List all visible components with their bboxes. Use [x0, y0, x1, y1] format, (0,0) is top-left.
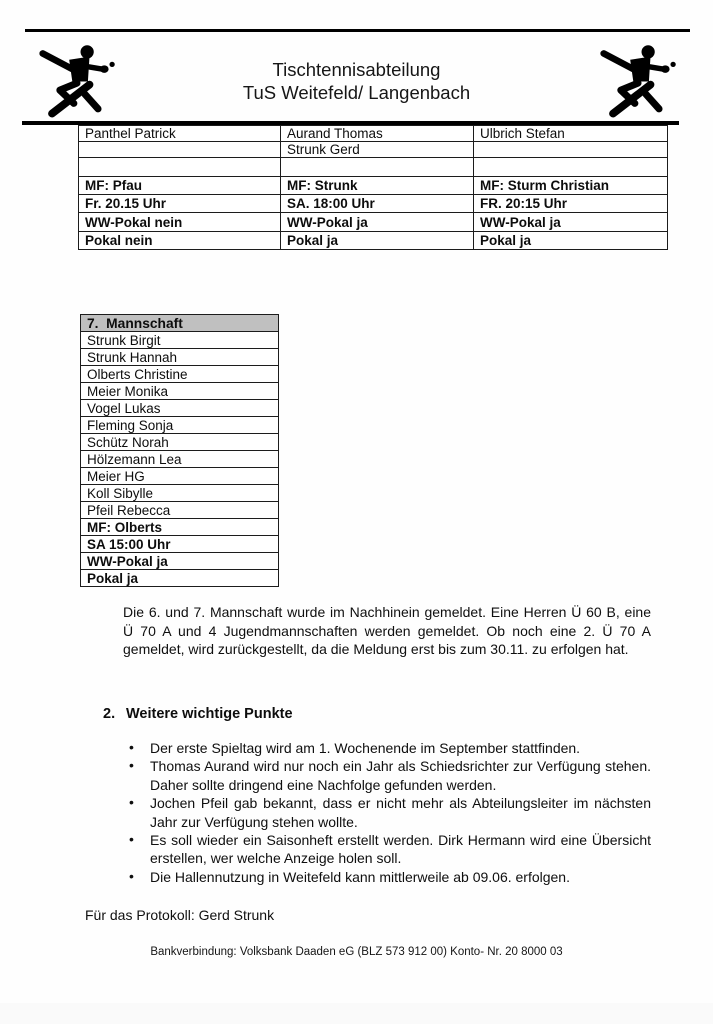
table-row	[79, 177, 668, 195]
table-cell: Strunk Gerd	[281, 142, 474, 158]
member-name-cell: Vogel Lukas	[81, 400, 279, 417]
table-row	[79, 158, 668, 177]
table-cell	[281, 158, 474, 177]
table-row	[81, 434, 279, 451]
member-name-cell: Olberts Christine	[81, 366, 279, 383]
meldung-paragraph: Die 6. und 7. Mannschaft wurde im Nachhinein gemeldet. Eine Herren Ü 60 B, eine Ü 70 A und 4 Jugendmannschaften werden gemeldet. Ob noch eine 2. Ü 70 A gemeldet, wird zurückgestellt, da die Meldung erst bis zum 30.11. zu erfolgen hat.	[123, 604, 651, 658]
table-cell: Panthel Patrick	[79, 126, 281, 142]
table-cell: WW-Pokal nein	[79, 213, 281, 232]
table-cell	[79, 158, 281, 177]
table-row	[81, 553, 279, 570]
section-title: Weitere wichtige Punkte	[126, 706, 293, 722]
list-item-text: Der erste Spieltag wird am 1. Wochenende im September stattfinden.	[150, 740, 581, 756]
table-cell: FR. 20:15 Uhr	[474, 195, 668, 213]
team-info-cell: WW-Pokal ja	[81, 553, 279, 570]
table-row	[81, 502, 279, 519]
table-row	[79, 195, 668, 213]
list-item	[128, 757, 651, 794]
list-item	[128, 868, 651, 886]
title-line2: TuS Weitefeld/ Langenbach	[242, 82, 471, 103]
table-row	[81, 332, 279, 349]
list-item-text: Es soll wieder ein Saisonheft erstellt werden. Dirk Hermann wird eine Übersicht erstellen, wer welche Anzeige holen soll.	[150, 832, 651, 867]
list-item-text: Thomas Aurand wird nur noch ein Jahr als Schiedsrichter zur Verfügung stehen. Daher sollte dringend eine Nachfolge gefunden werden.	[150, 758, 651, 793]
bullet-icon: •	[129, 757, 134, 774]
table-cell	[79, 142, 281, 158]
table-cell: WW-Pokal ja	[474, 213, 668, 232]
member-name-cell: Pfeil Rebecca	[81, 502, 279, 519]
top-rule	[25, 29, 690, 32]
member-name-cell: Strunk Birgit	[81, 332, 279, 349]
table-cell: WW-Pokal ja	[281, 213, 474, 232]
bullet-icon: •	[129, 739, 134, 755]
table-cell: Pokal nein	[79, 232, 281, 250]
table-row	[81, 468, 279, 485]
section-2-heading	[103, 706, 293, 722]
member-name-cell: Meier HG	[81, 468, 279, 485]
table-cell: SA. 18:00 Uhr	[281, 195, 474, 213]
bullet-icon: •	[129, 794, 134, 811]
table-row	[81, 485, 279, 502]
table-row	[79, 126, 668, 142]
list-item-text: Jochen Pfeil gab bekannt, dass er nicht mehr als Abteilungsleiter im nächsten Jahr zur Verfügung stehen wollte.	[150, 795, 651, 830]
table-row	[79, 142, 668, 158]
member-name-cell: Hölzemann Lea	[81, 451, 279, 468]
officials-table	[78, 125, 668, 250]
table-cell: MF: Strunk	[281, 177, 474, 195]
team-info-cell: MF: Olberts	[81, 519, 279, 536]
team-info-cell: SA 15:00 Uhr	[81, 536, 279, 553]
table-cell: Aurand Thomas	[281, 126, 474, 142]
member-name-cell: Meier Monika	[81, 383, 279, 400]
mannschaft-7-table	[80, 314, 279, 587]
table-row	[79, 232, 668, 250]
table-cell: MF: Sturm Christian	[474, 177, 668, 195]
table-cell: Pokal ja	[474, 232, 668, 250]
member-name-cell: Koll Sibylle	[81, 485, 279, 502]
table-header-row	[81, 315, 279, 332]
table-row	[81, 383, 279, 400]
table-row	[81, 366, 279, 383]
list-item	[128, 831, 651, 868]
title-line1: Tischtennisabteilung	[272, 59, 441, 80]
bullet-icon: •	[129, 831, 134, 848]
bullet-icon: •	[129, 867, 134, 884]
list-item	[128, 794, 651, 831]
table-cell: Pokal ja	[281, 232, 474, 250]
table-row	[81, 536, 279, 553]
table-row	[81, 400, 279, 417]
team-info-cell: Pokal ja	[81, 570, 279, 587]
table-header-cell: 7. Mannschaft	[81, 315, 279, 332]
bullet-list	[128, 739, 651, 886]
table-cell: Ulbrich Stefan	[474, 126, 668, 142]
table-cell	[474, 158, 668, 177]
member-name-cell: Schütz Norah	[81, 434, 279, 451]
bank-details-footer: Bankverbindung: Volksbank Daaden eG (BLZ 573 912 00) Konto- Nr. 20 8000 03	[150, 946, 563, 958]
table-row	[79, 213, 668, 232]
section-number: 2.	[103, 706, 116, 722]
member-name-cell: Fleming Sonja	[81, 417, 279, 434]
table-row	[81, 451, 279, 468]
table-cell: Fr. 20.15 Uhr	[79, 195, 281, 213]
table-row	[81, 570, 279, 587]
list-item	[128, 739, 651, 757]
table-row	[81, 417, 279, 434]
table-tennis-player-icon	[598, 41, 678, 119]
protokoll-line: Für das Protokoll: Gerd Strunk	[85, 907, 275, 923]
list-item-text: Die Hallennutzung in Weitefeld kann mittlerweile ab 09.06. erfolgen.	[150, 868, 570, 885]
table-row	[81, 349, 279, 366]
table-cell	[474, 142, 668, 158]
member-name-cell: Strunk Hannah	[81, 349, 279, 366]
bottom-band	[0, 1003, 713, 1024]
table-cell: MF: Pfau	[79, 177, 281, 195]
table-row	[81, 519, 279, 536]
